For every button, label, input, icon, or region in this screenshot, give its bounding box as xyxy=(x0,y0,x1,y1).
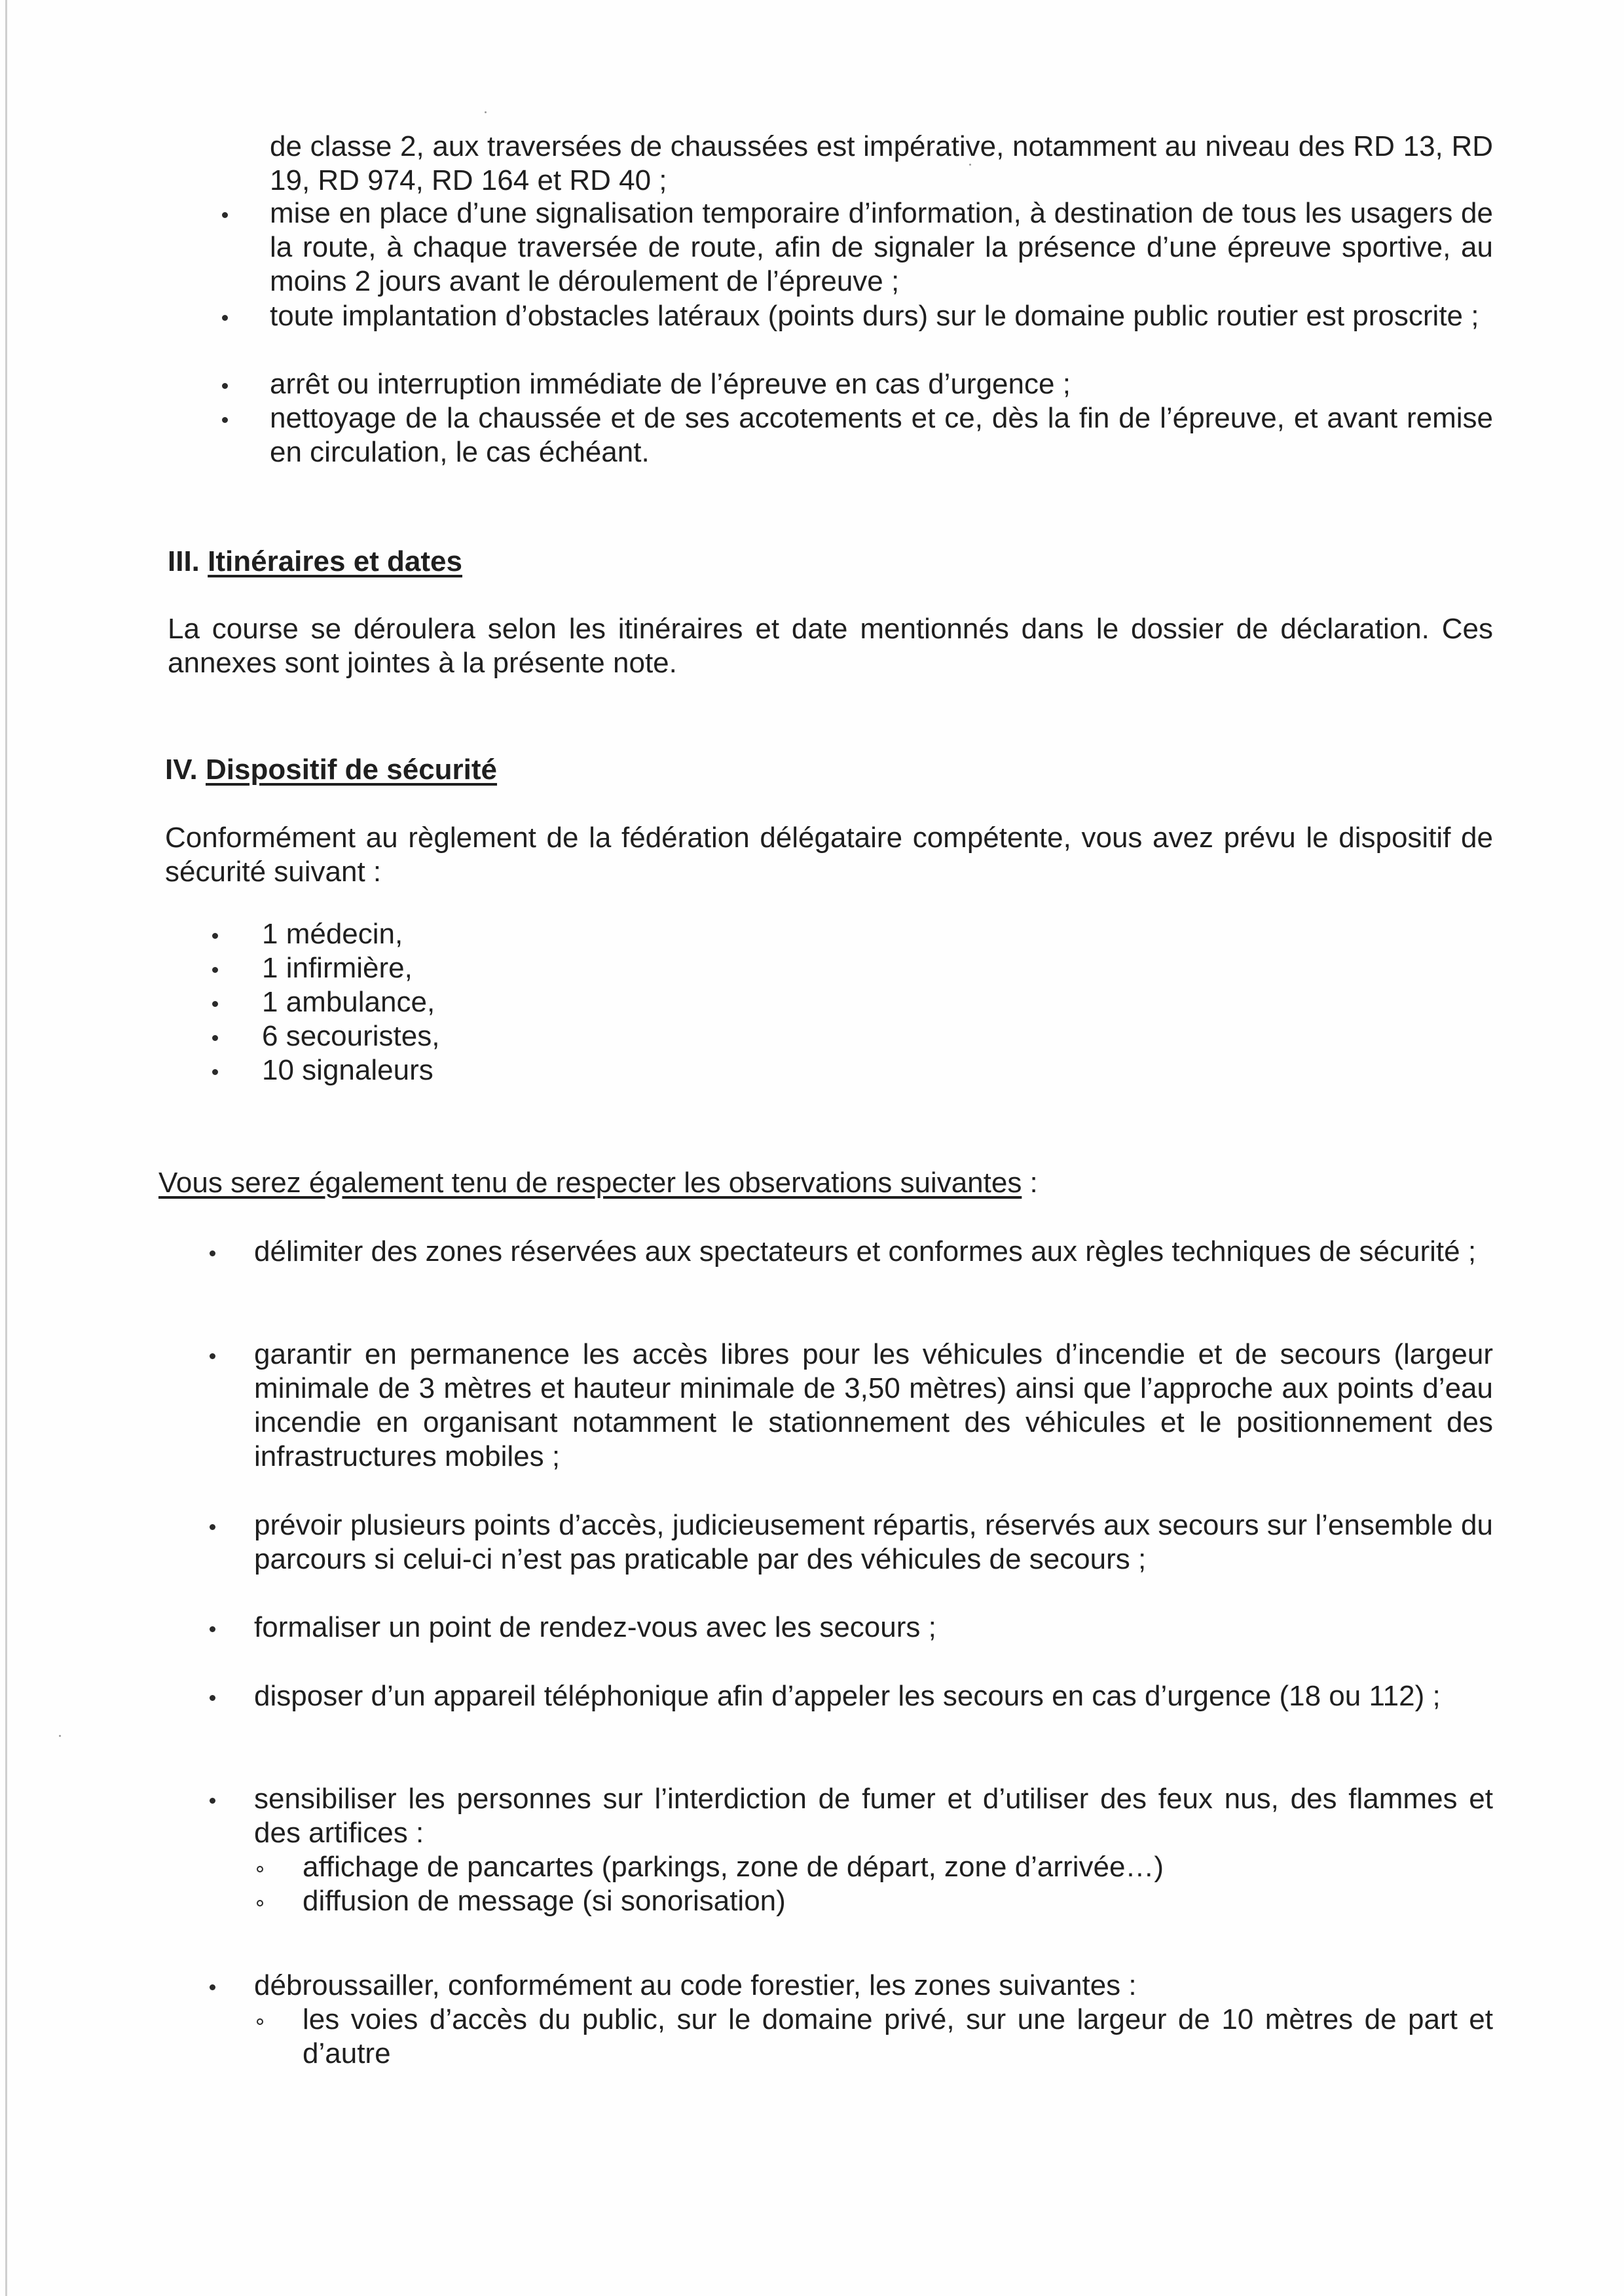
bullet-dot xyxy=(210,1626,215,1632)
bullet-dot xyxy=(212,1001,218,1007)
observations-heading xyxy=(158,1166,1038,1200)
sub-list-item: diffusion de message (si sonorisation) xyxy=(303,1885,786,1917)
bullet-dot xyxy=(210,1798,215,1804)
bullet-dot xyxy=(210,1250,215,1256)
observations-heading-text: Vous serez également tenu de respecter les observations suivantes xyxy=(158,1167,1022,1199)
scan-speck xyxy=(485,111,487,113)
observation-item: débroussailler, conformément au code forestier, les zones suivantes : xyxy=(254,1969,1137,2001)
list-item: mise en place d’une signalisation temporaire d’information, à destination de tous les usagers de la route, à chaque traversée de route, afin de signaler la présence d’une épreuve sportive, au moins 2 jours avant le déroulement de l’épreuve ; xyxy=(270,197,1493,297)
bullet-dot xyxy=(212,967,218,973)
intro-continuation: de classe 2, aux traversées de chaussées est impérative, notamment au niveau des RD 13, RD 19, RD 974, RD 164 et RD 40 ; xyxy=(270,130,1493,196)
staff-item: 1 infirmière, xyxy=(262,952,413,984)
sub-list-item: affichage de pancartes (parkings, zone de départ, zone d’arrivée…) xyxy=(303,1851,1164,1883)
observation-item: prévoir plusieurs points d’accès, judicieusement répartis, réservés aux secours sur l’ensemble du parcours si celui-ci n’est pas praticable par des véhicules de secours ; xyxy=(254,1509,1493,1575)
list-item: toute implantation d’obstacles latéraux (points durs) sur le domaine public routier est proscrite ; xyxy=(270,300,1479,332)
bullet-dot xyxy=(210,1984,215,1990)
bullet-dot xyxy=(210,1353,215,1359)
bullet-dot xyxy=(222,315,228,321)
bullet-dot xyxy=(210,1695,215,1701)
section-title: Itinéraires et dates xyxy=(208,545,462,577)
bullet-dot xyxy=(212,1035,218,1041)
sub-bullet-circle xyxy=(257,1866,263,1872)
list-item: arrêt ou interruption immédiate de l’épreuve en cas d’urgence ; xyxy=(270,368,1071,400)
bullet-dot xyxy=(210,1524,215,1530)
scan-edge xyxy=(5,0,7,2296)
bullet-dot xyxy=(212,1069,218,1075)
staff-item: 6 secouristes, xyxy=(262,1020,440,1052)
observations-heading-suffix: : xyxy=(1022,1167,1038,1199)
section-4-intro: Conformément au règlement de la fédération délégataire compétente, vous avez prévu le dispositif de sécurité suivant : xyxy=(165,822,1493,888)
scan-speck xyxy=(59,1735,61,1737)
section-title: Dispositif de sécurité xyxy=(206,754,498,786)
sub-list-item: les voies d’accès du public, sur le domaine privé, sur une largeur de 10 mètres de part et d’autre xyxy=(303,2003,1493,2069)
section-heading-4 xyxy=(165,753,497,787)
bullet-dot xyxy=(222,212,228,218)
staff-item: 1 médecin, xyxy=(262,918,403,950)
section-number: IV. xyxy=(165,754,198,786)
section-heading-3 xyxy=(168,545,462,579)
bullet-dot xyxy=(222,417,228,423)
staff-item: 1 ambulance, xyxy=(262,986,435,1018)
section-3-body: La course se déroulera selon les itinéraires et date mentionnés dans le dossier de déclaration. Ces annexes sont jointes à la présente note. xyxy=(168,613,1493,679)
section-number: III. xyxy=(168,545,200,577)
sub-bullet-circle xyxy=(257,1900,263,1906)
observation-item: disposer d’un appareil téléphonique afin d’appeler les secours en cas d’urgence (18 ou 112) ; xyxy=(254,1680,1441,1712)
list-item: nettoyage de la chaussée et de ses accotements et ce, dès la fin de l’épreuve, et avant remise en circulation, le cas échéant. xyxy=(270,402,1493,468)
staff-item: 10 signaleurs xyxy=(262,1054,434,1086)
observation-item: garantir en permanence les accès libres pour les véhicules d’incendie et de secours (largeur minimale de 3 mètres et hauteur minimale de 3,50 mètres) ainsi que l’approche aux points d’eau incendie en organisant notamment le stationnement des véhicules et le positionnement des infrastructures mobiles ; xyxy=(254,1338,1493,1472)
observation-item: formaliser un point de rendez-vous avec les secours ; xyxy=(254,1611,936,1643)
bullet-dot xyxy=(222,383,228,389)
bullet-dot xyxy=(212,933,218,939)
observation-item: sensibiliser les personnes sur l’interdiction de fumer et d’utiliser des feux nus, des flammes et des artifices : xyxy=(254,1783,1493,1849)
sub-bullet-circle xyxy=(257,2018,263,2025)
observation-item: délimiter des zones réservées aux spectateurs et conformes aux règles techniques de sécurité ; xyxy=(254,1235,1477,1267)
